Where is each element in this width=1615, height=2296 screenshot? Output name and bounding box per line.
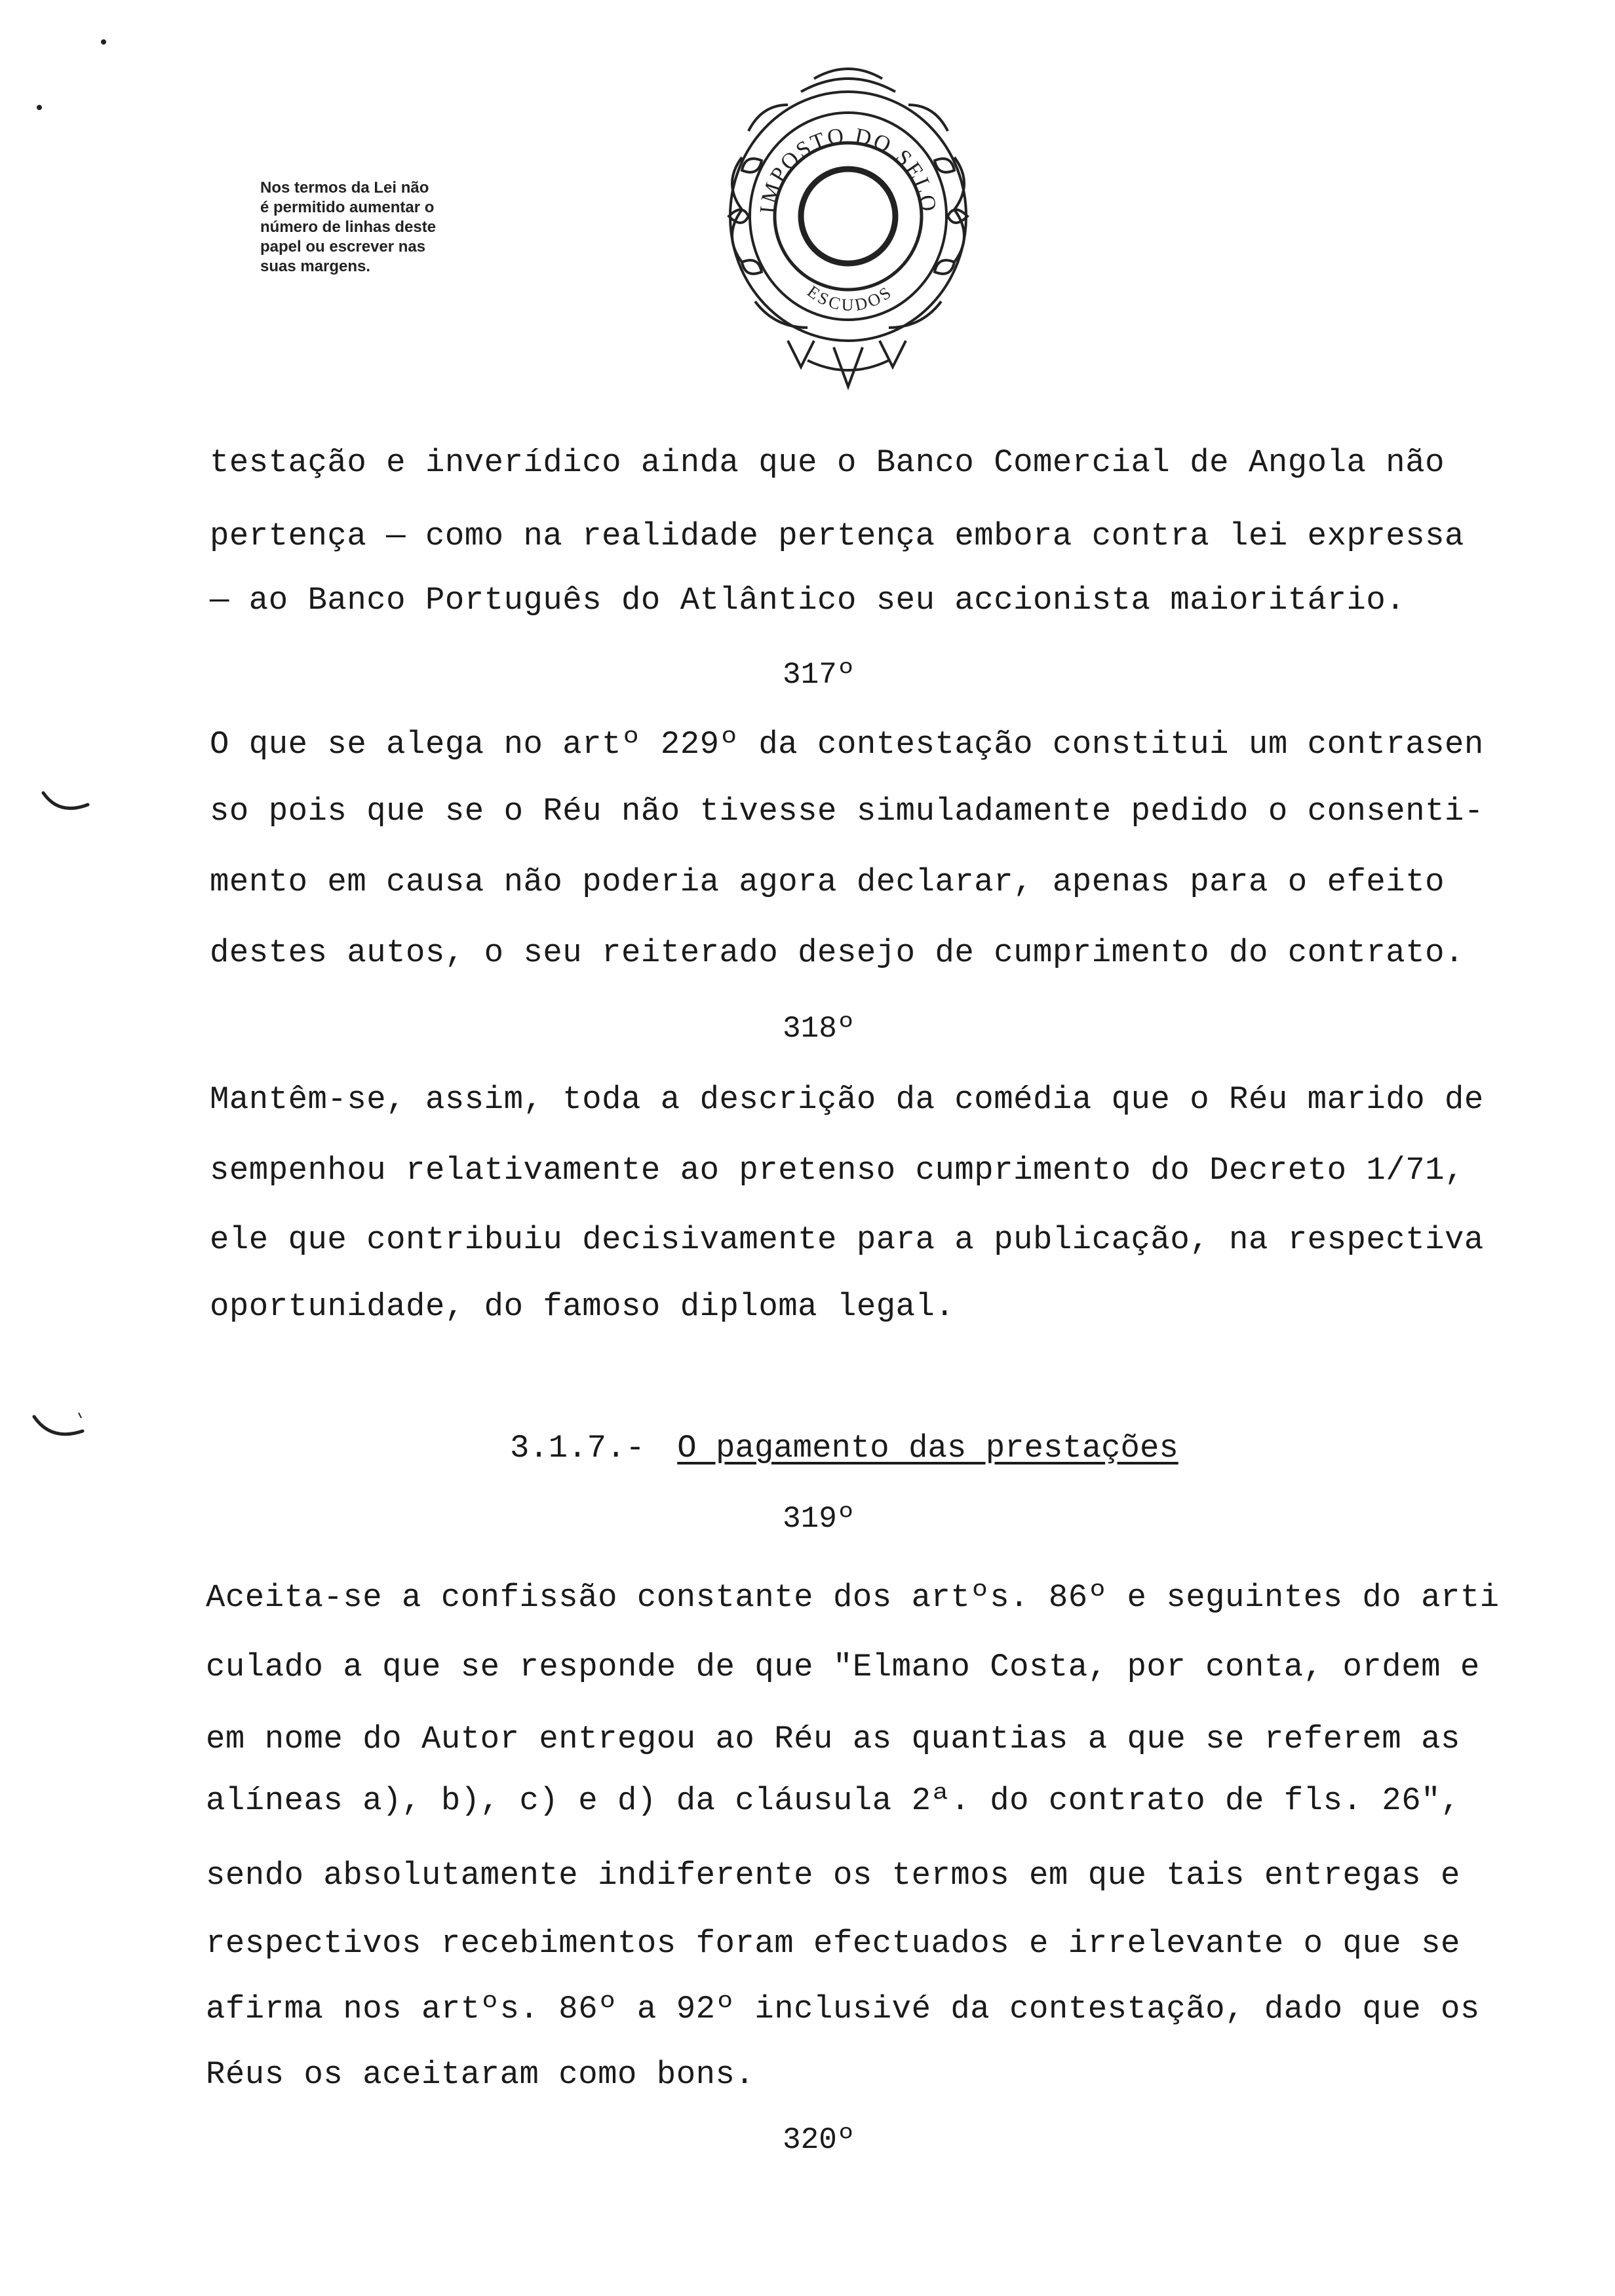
body-line: Aceita-se a confissão constante dos artºs. 86º e seguintes do arti [206, 1579, 1500, 1616]
body-line: — ao Banco Português do Atlântico seu accionista maioritário. [210, 582, 1406, 619]
stamp-notice [260, 178, 522, 277]
seal-bottom-text: ESCUDOS [804, 281, 897, 315]
body-line: ele que contribuiu decisivamente para a publicação, na respectiva [210, 1221, 1484, 1258]
body-line: afirma nos artºs. 86º a 92º inclusivé da contestação, dado que os [206, 1991, 1480, 2027]
tax-stamp-seal [703, 52, 991, 393]
body-line: alíneas a), b), c) e d) da cláusula 2ª. do contrato de fls. 26", [206, 1782, 1460, 1819]
margin-dot [37, 105, 42, 110]
margin-dot [101, 39, 106, 45]
article-number: 317º [783, 658, 855, 692]
body-line: Réus os aceitaram como bons. [206, 2056, 755, 2093]
stamp-notice-line: Nos termos da Lei não [260, 179, 429, 197]
body-line: O que se alega no artº 229º da contestação constitui um contrasen [210, 726, 1484, 763]
svg-text:ESCUDOS [804, 282, 897, 315]
body-line: culado a que se responde de que "Elmano Costa, por conta, ordem e [206, 1649, 1480, 1685]
article-number: 320º [783, 2123, 855, 2157]
article-number: 318º [783, 1012, 855, 1046]
stamp-notice-line: é permitido aumentar o [260, 199, 435, 216]
section-heading [510, 1430, 1178, 1466]
body-line: destes autos, o seu reiterado desejo de cumprimento do contrato. [210, 934, 1464, 971]
body-line: sendo absolutamente indiferente os termos em que tais entregas e [206, 1857, 1460, 1894]
body-line: testação e inverídico ainda que o Banco Comercial de Angola não [210, 444, 1445, 481]
body-line: so pois que se o Réu não tivesse simuladamente pedido o consenti- [210, 793, 1484, 830]
body-line: sempenhou relativamente ao pretenso cumprimento do Decreto 1/71, [210, 1152, 1464, 1189]
stamp-notice-line: papel ou escrever nas [260, 238, 426, 256]
stamp-notice-line: número de linhas deste [260, 218, 437, 236]
stamp-notice-line: suas margens. [260, 258, 371, 275]
margin-hole-mark [39, 786, 92, 826]
body-line: em nome do Autor entregou ao Réu as quantias a que se referem as [206, 1721, 1460, 1757]
body-line: respectivos recebimentos foram efectuados e irrelevante o que se [206, 1925, 1460, 1962]
section-heading-number: 3.1.7.- [510, 1430, 645, 1466]
body-line: mento em causa não poderia agora declarar, apenas para o efeito [210, 864, 1445, 900]
body-line: oportunidade, do famoso diploma legal. [210, 1288, 955, 1325]
section-heading-title: O pagamento das prestações [677, 1430, 1178, 1466]
article-number: 319º [783, 1502, 855, 1536]
margin-hole-mark [30, 1409, 89, 1455]
body-line: Mantêm-se, assim, toda a descrição da comédia que o Réu marido de [210, 1081, 1484, 1118]
seal-text: IMPOSTO DO SELO [755, 123, 941, 215]
body-line: pertença — como na realidade pertença embora contra lei expressa [210, 518, 1464, 554]
